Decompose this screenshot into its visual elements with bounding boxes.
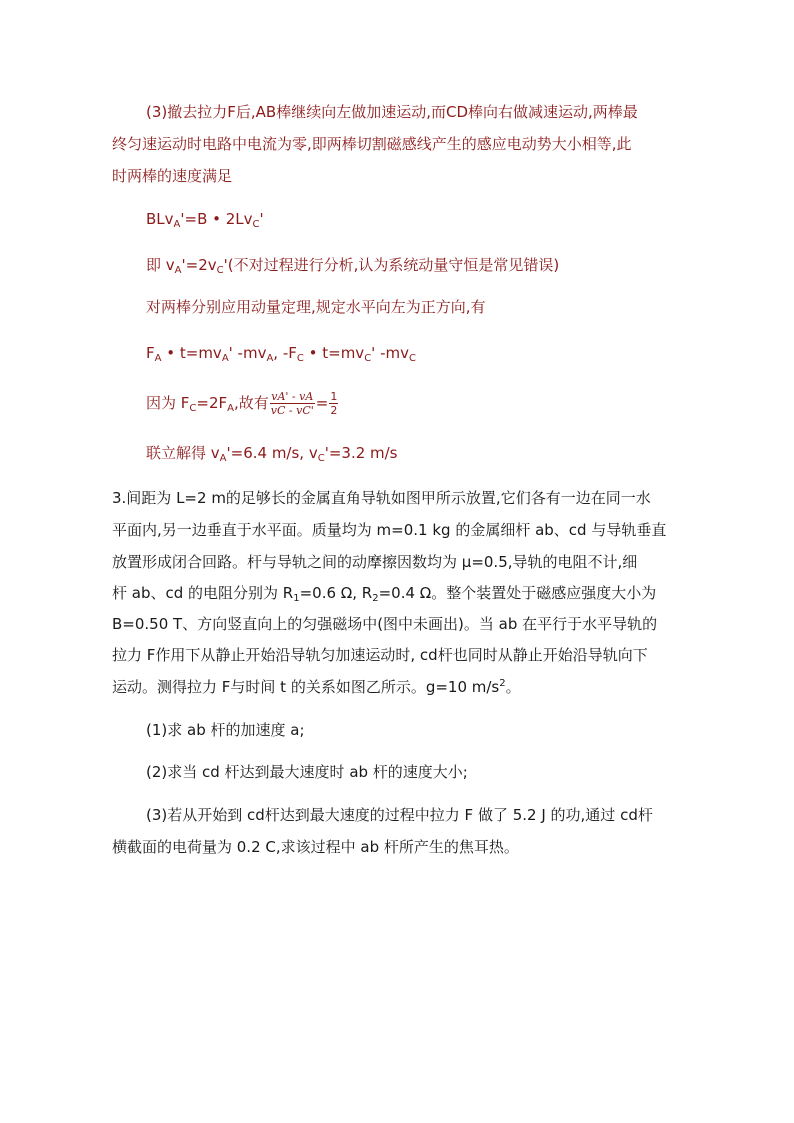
problem3-line-7: 运动。测得拉力 F与时间 t 的关系如图乙所示。g=10 $m/s^2$。 (112, 678, 521, 696)
equation-bl-va: BLv$_A$'=B • $2Lv_C'$ (146, 210, 264, 230)
problem3-line-4: 杆 ab、cd 的电阻分别为 $R_1=0.6$ Ω, $R_2=0.4$ Ω。整个装置处于磁感应强度大小为 (112, 584, 657, 604)
equation-momentum: $F_A$ • $t=mv_A'$ $-mv_A$, $-F_C$ • $t=mv_C'$ $-mv_C$ (146, 344, 416, 364)
problem3-line-2: 平面内,另一边垂直于水平面。质量均为 m=0.1 kg 的金属细杆 ab、cd 与导轨垂直 (112, 521, 667, 539)
problem3-line-1: 3.间距为 L=2 m的足够长的金属直角导轨如图甲所示放置,它们各有一边在同一水 (112, 489, 651, 507)
equation-final-velocities: 联立解得 $v_A'=6.4$ m/s, $v_C'=3.2$ m/s (146, 444, 398, 464)
solution-momentum-theorem: 对两棒分别应用动量定理,规定水平向左为正方向,有 (146, 298, 486, 316)
question-1: (1)求 ab 杆的加速度 a; (146, 721, 305, 739)
question-2: (2)求当 cd 杆达到最大速度时 ab 杆的速度大小; (146, 763, 468, 781)
problem3-line-3: 放置形成闭合回路。杆与导轨之间的动摩擦因数均为 μ=0.5,导轨的电阻不计,细 (112, 553, 638, 571)
equation-va-2vc: 即 $v_A'=2v_C'$(不对过程进行分析,认为系统动量守恒是常见错误) (146, 256, 560, 276)
solution-line-2: 终匀速运动时电路中电流为零,即两棒切割磁感线产生的感应电动势大小相等,此 (112, 135, 632, 153)
velocity-fraction: $\frac{vA' - vA}{vC - vC'}$ (270, 390, 314, 417)
equation-fraction-ratio: 因为 $F_C=2F_A$,故有 $\frac{vA' - vA}{vC - vC'}$ = $\frac{1}{2}$ (146, 390, 338, 417)
solution-line-1: (3)撤去拉力F后,AB棒继续向左做加速运动,而CD棒向右做减速运动,两棒最 (146, 103, 638, 121)
problem3-line-5: B=0.50 T、方向竖直向上的匀强磁场中(图中未画出)。当 ab 在平行于水平导轨的 (112, 615, 658, 633)
question-3-line-1: (3)若从开始到 cd杆达到最大速度的过程中拉力 F 做了 5.2 J 的功,通过 cd杆 (146, 806, 653, 824)
half-fraction: $\frac{1}{2}$ (330, 390, 338, 417)
question-3-line-2: 横截面的电荷量为 0.2 C,求该过程中 ab 杆所产生的焦耳热。 (112, 838, 519, 856)
problem3-line-6: 拉力 F作用下从静止开始沿导轨匀加速运动时, cd杆也同时从静止开始沿导轨向下 (112, 646, 648, 664)
solution-line-3: 时两棒的速度满足 (112, 167, 233, 185)
